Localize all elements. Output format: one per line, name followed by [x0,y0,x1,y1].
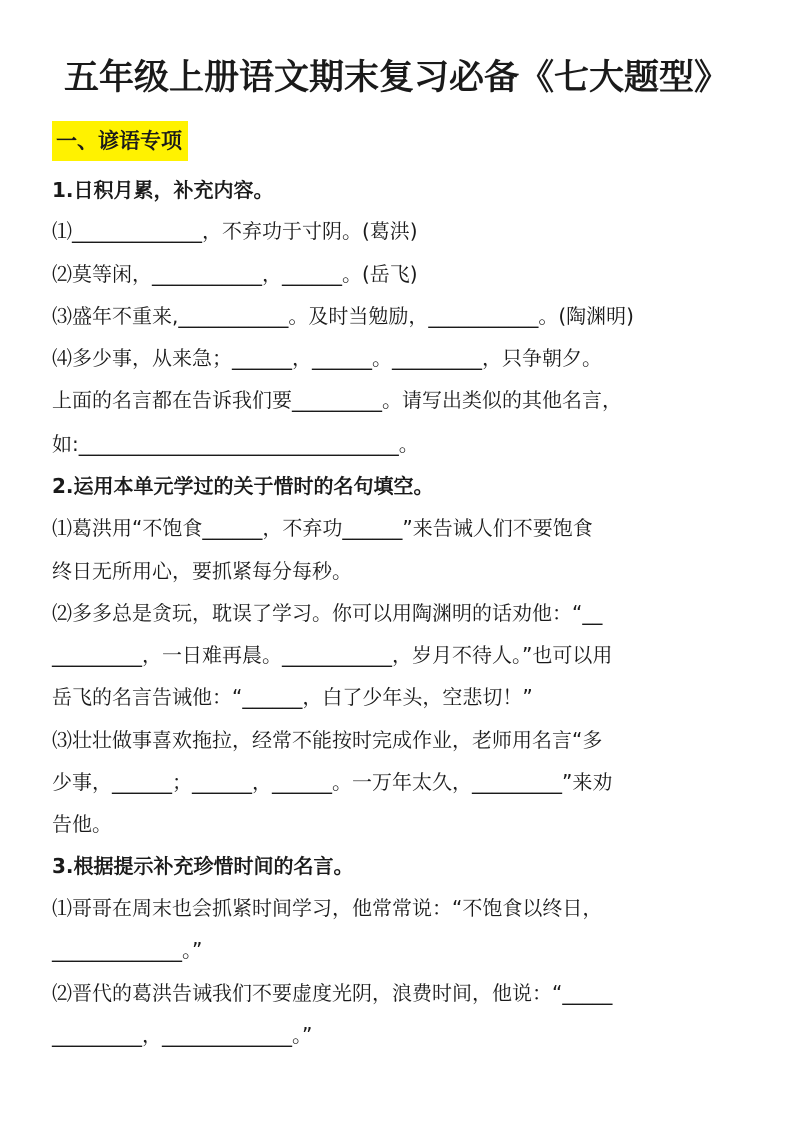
question-3-line-3: ⑵晋代的葛洪告诫我们不要虚度光阴，浪费时间，他说：“_____ [52,981,613,1005]
question-1-line-4: ⑷多少事，从来急；______，______。_________，只争朝夕。 [52,346,602,370]
question-2-line-5: 岳飞的名言告诫他：“______，白了少年头，空悲切！” [52,685,533,709]
question-2-line-2: 终日无所用心，要抓紧每分每秒。 [52,559,352,583]
question-2-line-1: ⑴葛洪用“不饱食______，不弃功______”来告诫人们不要饱食 [52,516,593,540]
question-2-line-3: ⑵多多总是贪玩，耽误了学习。你可以用陶渊明的话劝他：“__ [52,601,603,625]
question-2-line-7: 少事，______；______，______。一万年太久，_________”来劝 [52,770,613,794]
question-1-heading: 1.日积月累，补充内容。 [52,178,274,202]
question-1-line-3: ⑶盛年不重来,___________。及时当勉励，___________。(陶渊明) [52,304,634,328]
question-2-heading: 2.运用本单元学过的关于惜时的名句填空。 [52,474,434,498]
question-1-line-6: 如:________________________________。 [52,432,419,456]
question-1-line-5: 上面的名言都在告诉我们要_________。请写出类似的其他名言， [52,388,622,412]
page-title: 五年级上册语文期末复习必备《七大题型》 [63,58,729,98]
question-1-line-2: ⑵莫等闲，___________，______。(岳飞) [52,262,418,286]
question-2-line-6: ⑶壮壮做事喜欢拖拉，经常不能按时完成作业，老师用名言“多 [52,728,603,752]
question-2-line-4: _________，一日难再晨。___________，岁月不待人。”也可以用 [52,643,613,667]
question-1-line-1: ⑴_____________，不弃功于寸阴。(葛洪) [52,219,418,243]
question-2-line-8: 告他。 [52,812,112,836]
question-3-line-4: _________，_____________。” [52,1023,313,1047]
section-heading-proverbs: 一、谚语专项 [52,121,188,161]
question-3-heading: 3.根据提示补充珍惜时间的名言。 [52,854,354,878]
question-3-line-1: ⑴哥哥在周末也会抓紧时间学习，他常常说：“不饱食以终日， [52,896,603,920]
question-3-line-2: _____________。” [52,938,203,962]
